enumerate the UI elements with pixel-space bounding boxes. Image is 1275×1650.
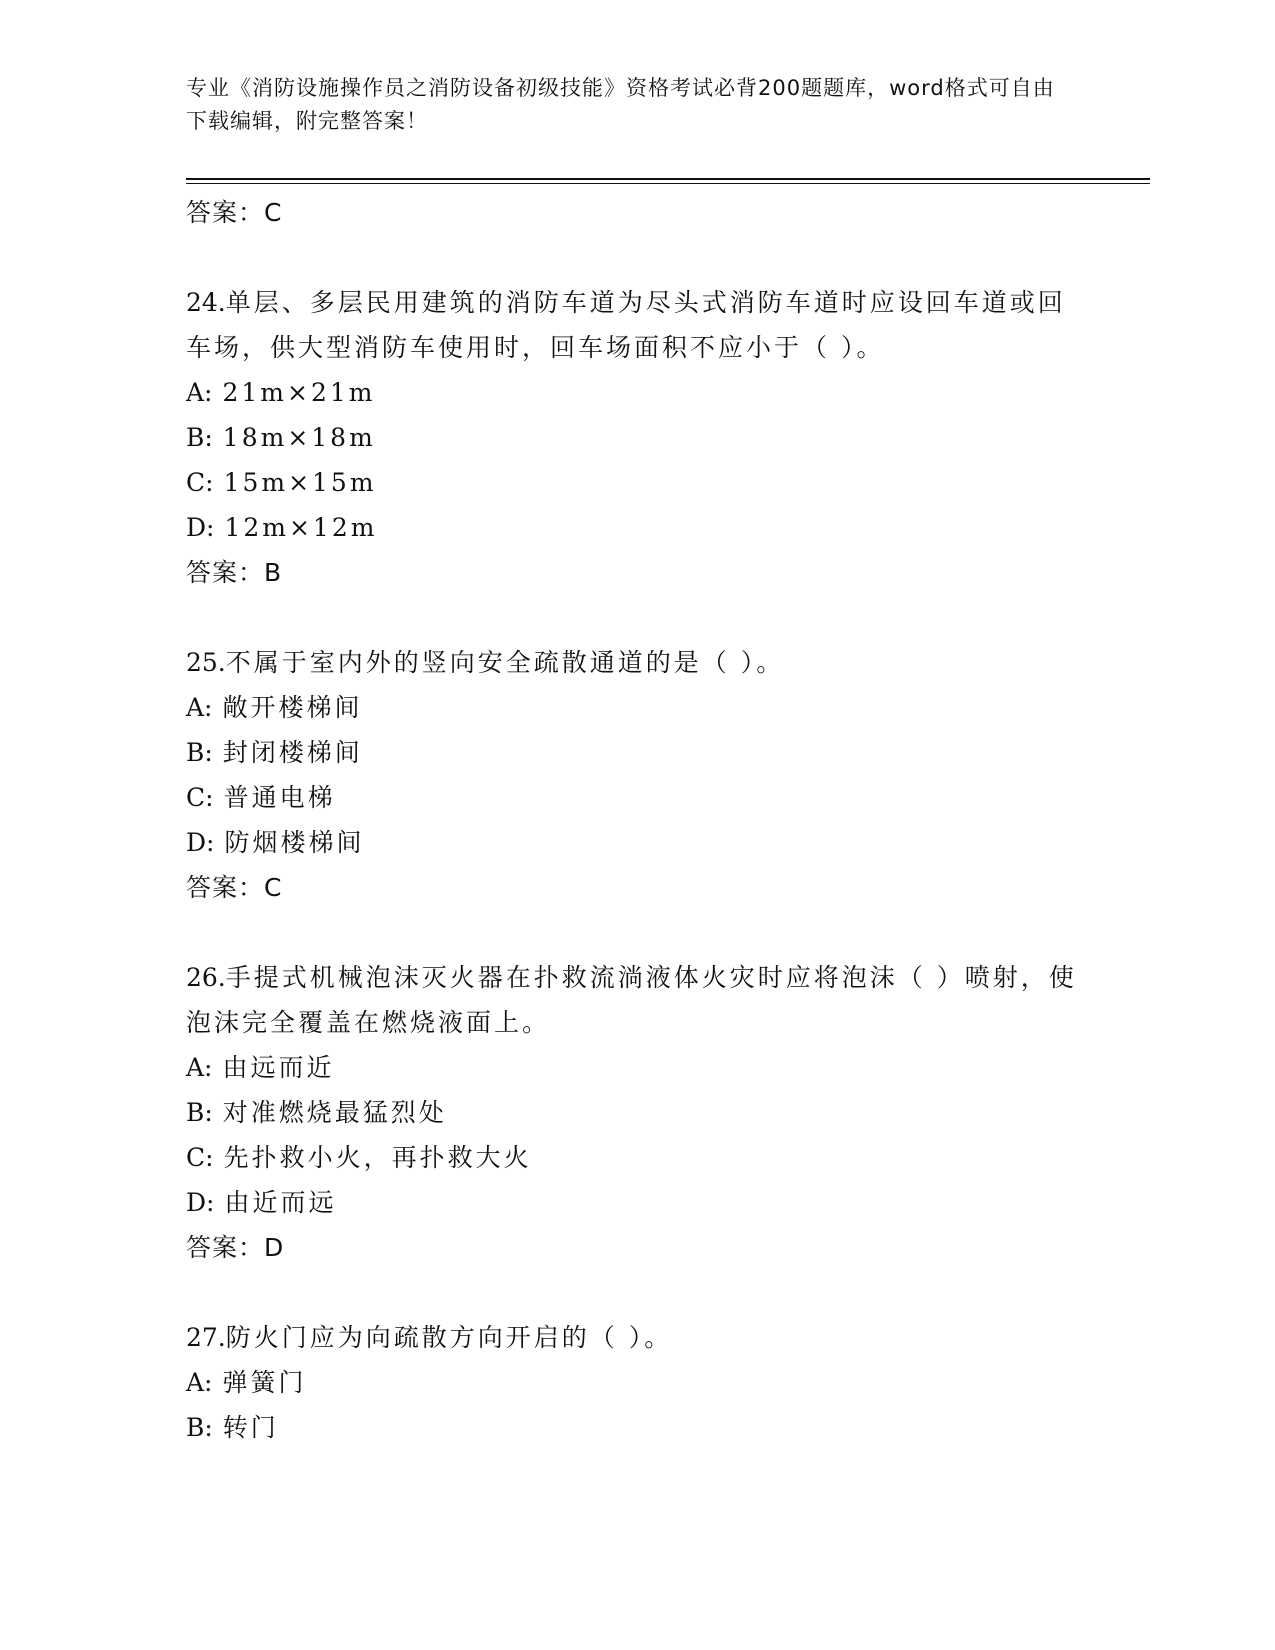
question-number: 25. — [186, 648, 226, 677]
question-number: 27. — [186, 1323, 226, 1352]
question-stem: 不属于室内外的竖向安全疏散通道的是（ ）。 — [225, 648, 785, 677]
option-text: 15m×15m — [223, 468, 377, 497]
answer-option — [186, 460, 1086, 505]
answer-option — [186, 505, 1086, 550]
option-letter: B: — [186, 423, 213, 452]
answer-option — [186, 775, 1086, 820]
answer-option — [186, 370, 1086, 415]
option-text: 普通电梯 — [223, 783, 336, 812]
option-letter: B: — [186, 738, 213, 767]
question-stem: 单层、多层民用建筑的消防车道为尽头式消防车道时应设回车道或回车场，供大型消防车使用时，回车场面积不应小于（ ）。 — [186, 288, 1066, 362]
option-letter: B: — [186, 1098, 213, 1127]
answer-option — [186, 1405, 1086, 1450]
option-letter: A: — [186, 1368, 213, 1397]
option-letter: D: — [186, 1188, 215, 1217]
option-letter: D: — [186, 513, 215, 542]
option-letter: A: — [186, 693, 213, 722]
answer-line: 答案：C — [186, 873, 283, 902]
option-letter: A: — [186, 378, 213, 407]
option-letter: C: — [186, 1143, 214, 1172]
option-letter: C: — [186, 468, 214, 497]
answer-option — [186, 685, 1086, 730]
option-text: 21m×21m — [222, 378, 376, 407]
question-text — [186, 1315, 1086, 1360]
question-text — [186, 640, 1086, 685]
option-text: 由远而近 — [222, 1053, 335, 1082]
answer-line: 答案：B — [186, 558, 283, 587]
question-stem: 手提式机械泡沫灭火器在扑救流淌液体火灾时应将泡沫（ ）喷射，使泡沫完全覆盖在燃烧液面上。 — [186, 963, 1077, 1037]
option-letter: C: — [186, 783, 214, 812]
question-text — [186, 955, 1086, 1045]
option-text: 封闭楼梯间 — [222, 738, 363, 767]
answer-line: 答案：C — [186, 198, 283, 227]
option-letter: D: — [186, 828, 215, 857]
answer-option — [186, 820, 1086, 865]
header-rule-thick — [186, 178, 1150, 180]
option-text: 转门 — [222, 1413, 279, 1442]
question-number: 26. — [186, 963, 226, 992]
option-text: 对准燃烧最猛烈处 — [222, 1098, 447, 1127]
option-text: 12m×12m — [224, 513, 378, 542]
answer-line: 答案：D — [186, 1233, 285, 1262]
option-text: 由近而远 — [224, 1188, 337, 1217]
question-number: 24. — [186, 288, 226, 317]
answer-option — [186, 415, 1086, 460]
option-text: 敞开楼梯间 — [222, 693, 363, 722]
answer-option — [186, 1045, 1086, 1090]
option-letter: A: — [186, 1053, 213, 1082]
question-list — [186, 190, 1086, 1450]
answer-option — [186, 1180, 1086, 1225]
header-rule-thin — [186, 183, 1150, 184]
option-text: 弹簧门 — [222, 1368, 307, 1397]
question-stem: 防火门应为向疏散方向开启的（ ）。 — [225, 1323, 673, 1352]
question-text — [186, 280, 1086, 370]
option-text: 防烟楼梯间 — [224, 828, 365, 857]
option-text: 先扑救小火，再扑救大火 — [223, 1143, 532, 1172]
answer-option — [186, 1360, 1086, 1405]
answer-option — [186, 1090, 1086, 1135]
answer-option — [186, 730, 1086, 775]
option-text: 18m×18m — [222, 423, 376, 452]
option-letter: B: — [186, 1413, 213, 1442]
answer-option — [186, 1135, 1086, 1180]
document-header: 专业《消防设施操作员之消防设备初级技能》资格考试必背200题题库，word格式可自由下载编辑，附完整答案！ — [186, 76, 1055, 133]
